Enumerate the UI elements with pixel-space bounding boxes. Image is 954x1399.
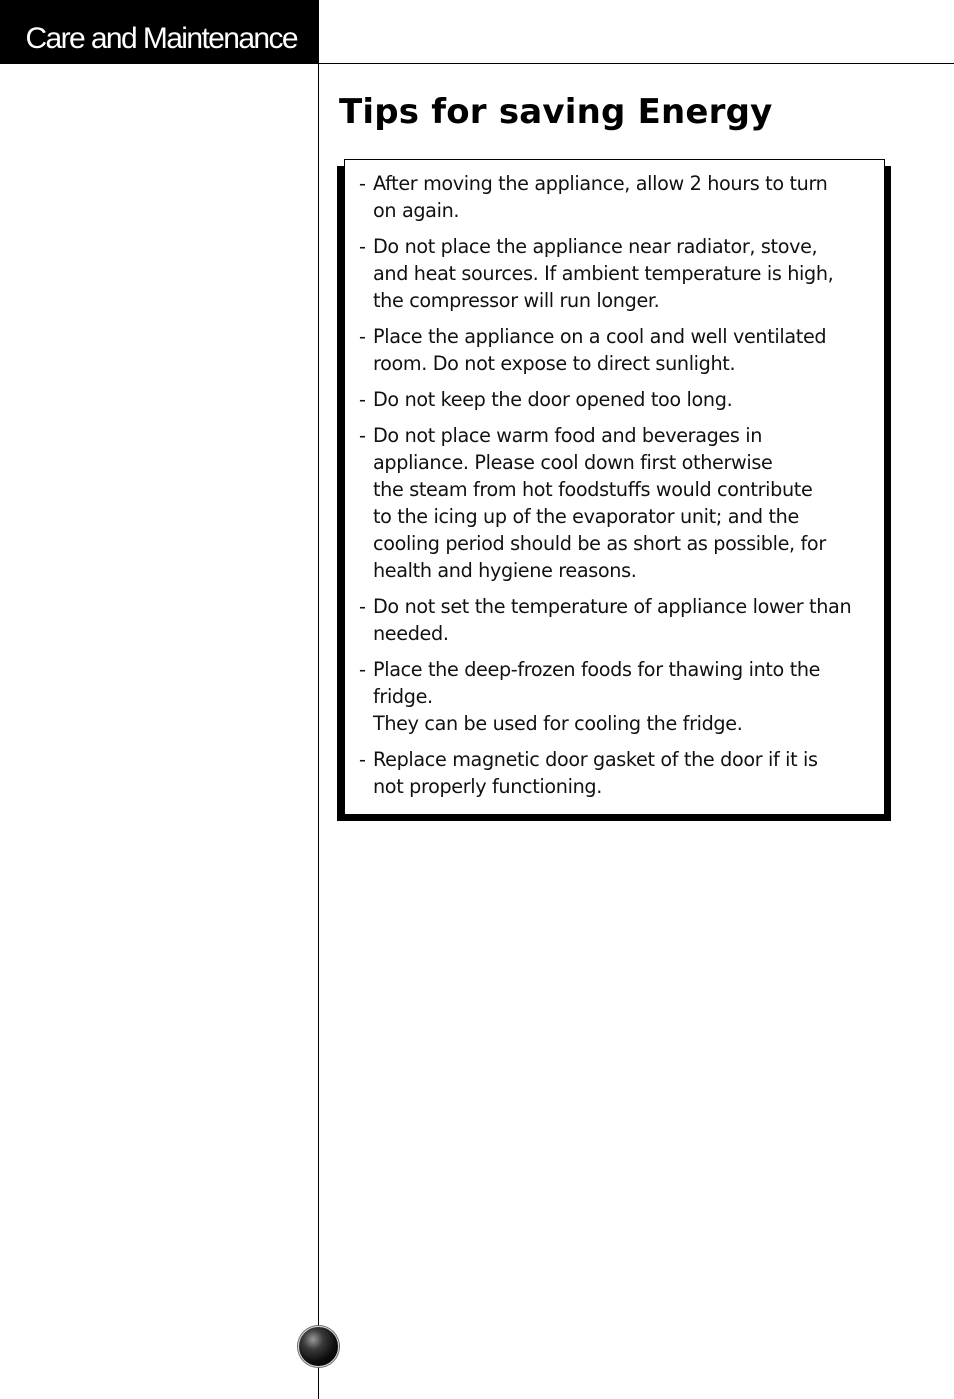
tip-item bbox=[359, 656, 879, 737]
tip-dash: - bbox=[359, 172, 366, 195]
tip-line: on again. bbox=[373, 199, 460, 222]
tip-line: Do not place the appliance near radiator, stove, bbox=[373, 235, 818, 258]
tip-line: Replace magnetic door gasket of the door if it is bbox=[373, 748, 818, 771]
tip-dash: - bbox=[359, 388, 366, 411]
margin-rule bbox=[318, 64, 319, 1399]
tip-dash: - bbox=[359, 235, 366, 258]
tip-item bbox=[359, 386, 879, 413]
tip-dash: - bbox=[359, 424, 366, 447]
tip-line: fridge. bbox=[373, 685, 433, 708]
tip-line: Do not keep the door opened too long. bbox=[373, 388, 733, 411]
tip-line: needed. bbox=[373, 622, 449, 645]
tip-item bbox=[359, 422, 879, 584]
tip-line: to the icing up of the evaporator unit; and the bbox=[373, 505, 799, 528]
tips-list bbox=[359, 170, 879, 809]
tip-line: Do not set the temperature of appliance lower than bbox=[373, 595, 852, 618]
header-rule bbox=[319, 63, 954, 64]
tip-item bbox=[359, 593, 879, 647]
tip-line: room. Do not expose to direct sunlight. bbox=[373, 352, 736, 375]
tip-line: cooling period should be as short as possible, for bbox=[373, 532, 826, 555]
page-marker-ball-icon bbox=[298, 1326, 339, 1367]
tip-item bbox=[359, 233, 879, 314]
tip-line: not properly functioning. bbox=[373, 775, 602, 798]
tip-line: Do not place warm food and beverages in bbox=[373, 424, 763, 447]
page-title: Tips for saving Energy bbox=[339, 92, 773, 132]
tip-line: appliance. Please cool down first otherwise bbox=[373, 451, 773, 474]
tip-line: They can be used for cooling the fridge. bbox=[373, 712, 743, 735]
tip-line: health and hygiene reasons. bbox=[373, 559, 637, 582]
tip-line: the steam from hot foodstuffs would contribute bbox=[373, 478, 813, 501]
tip-line: Place the appliance on a cool and well ventilated bbox=[373, 325, 827, 348]
tips-box bbox=[344, 159, 885, 815]
section-header-tab bbox=[0, 0, 319, 64]
tip-line: the compressor will run longer. bbox=[373, 289, 660, 312]
tip-dash: - bbox=[359, 595, 366, 618]
tip-dash: - bbox=[359, 658, 366, 681]
section-header-label: Care and Maintenance bbox=[25, 22, 297, 55]
tip-line: Place the deep-frozen foods for thawing into the bbox=[373, 658, 821, 681]
tip-item bbox=[359, 746, 879, 800]
tip-item bbox=[359, 323, 879, 377]
tip-dash: - bbox=[359, 748, 366, 771]
tip-line: and heat sources. If ambient temperature is high, bbox=[373, 262, 834, 285]
tip-line: After moving the appliance, allow 2 hours to turn bbox=[373, 172, 828, 195]
tip-dash: - bbox=[359, 325, 366, 348]
tip-item bbox=[359, 170, 879, 224]
